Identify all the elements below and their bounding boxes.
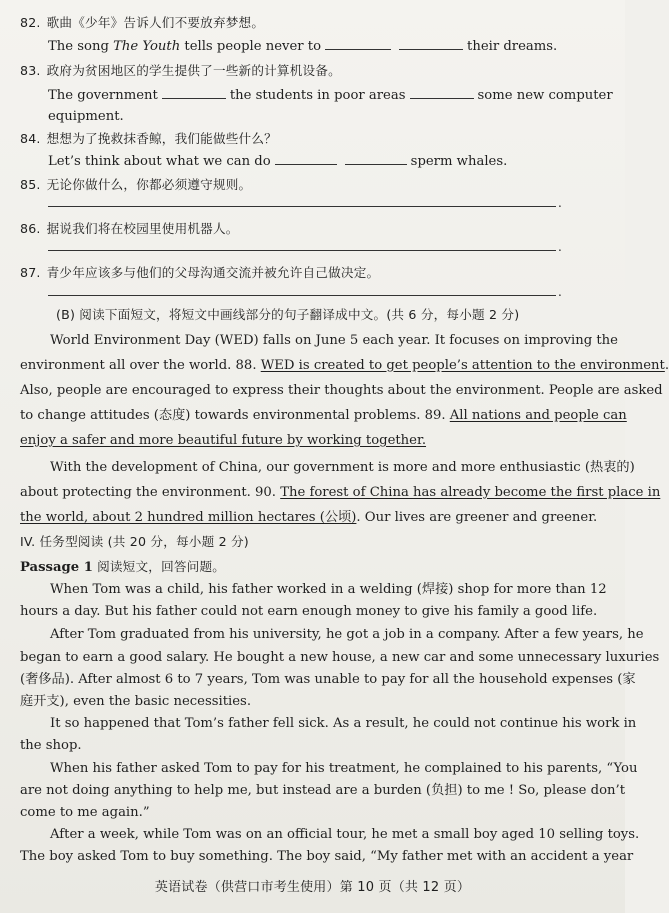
passage-line: After a week, while Tom was on an official tour, he met a small boy aged 10 selling toys. <box>50 827 640 842</box>
q84-chinese-line <box>20 130 277 148</box>
q85-chinese-line <box>20 176 251 194</box>
passage-line: After Tom graduated from his university, he got a job in a company. After a few years, he <box>50 627 644 642</box>
q82-en-title: The Youth <box>113 39 181 54</box>
q90-underlined-sentence-part1: The forest of China has already become the first place in <box>280 485 661 500</box>
b-p2-line3-b: . Our lives are greener and greener. <box>356 510 598 525</box>
q86-chinese: 据说我们将在校园里使用机器人。 <box>46 221 239 236</box>
passage1-instruction: 阅读短文，回答问题。 <box>92 559 226 574</box>
passage-line: When Tom was a child, his father worked in a welding (焊接) shop for more than 12 <box>50 582 607 597</box>
b-p2-line2 <box>20 484 660 502</box>
q85-number: 85. <box>20 177 41 192</box>
q82-number: 82. <box>20 15 41 30</box>
q88-underlined-sentence: WED is created to get people’s attention to the environment <box>260 358 665 373</box>
q85-period: . <box>558 196 562 210</box>
q86-answer-line[interactable] <box>48 250 556 251</box>
passage-line: 庭开支), even the basic necessities. <box>20 694 252 709</box>
b-p1-line2-c: . <box>664 358 669 373</box>
q83-en-part2: the students in poor areas <box>229 88 406 103</box>
q83-english-line-2 <box>48 108 124 126</box>
q90-underlined-sentence-part2: the world, about 2 hundred million hectares (公顷) <box>20 510 357 525</box>
passage-line: When his father asked Tom to pay for his treatment, he complained to his parents, “You <box>50 761 638 776</box>
b-p1-line2 <box>20 357 669 375</box>
q87-number: 87. <box>20 265 41 280</box>
q86-chinese-line <box>20 220 239 238</box>
q85-answer-line[interactable] <box>48 206 556 207</box>
q84-english-line <box>48 152 507 171</box>
q82-chinese-line <box>20 14 264 32</box>
q84-number: 84. <box>20 131 41 146</box>
passage-line: hours a day. But his father could not earn enough money to give his family a good life. <box>20 604 598 619</box>
passage-line: come to me again.” <box>20 805 150 820</box>
passage-line: (奢侈品). After almost 6 to 7 years, Tom was unable to pay for all the household expenses (家 <box>20 672 636 687</box>
q84-blank-2[interactable] <box>345 152 407 165</box>
section-b-heading: (B) 阅读下面短文，将短文中画线部分的句子翻译成中文。(共 6 分，每小题 2 分) <box>56 307 520 322</box>
q83-chinese-line <box>20 62 341 80</box>
b-p2-line1: With the development of China, our government is more and more enthusiastic (热衷的) <box>50 460 635 475</box>
q84-en-part2: sperm whales. <box>410 154 508 169</box>
passage1-header <box>20 558 225 577</box>
passage-line: It so happened that Tom’s father fell sick. As a result, he could not continue his work in <box>50 716 637 731</box>
q82-english-line <box>48 37 557 56</box>
passage-line: The boy asked Tom to buy something. The boy said, “My father met with an accident a year <box>20 849 634 864</box>
q82-blank-2[interactable] <box>399 37 463 50</box>
b-p2-line3 <box>20 509 597 527</box>
q83-blank-1[interactable] <box>162 86 226 99</box>
q82-en-part2: tells people never to <box>180 39 322 54</box>
q82-blank-1[interactable] <box>325 37 391 50</box>
q82-en-part3: their dreams. <box>467 39 558 54</box>
q89-underlined-sentence-part1: All nations and people can <box>449 408 627 423</box>
section-iv-heading: IV. 任务型阅读 (共 20 分，每小题 2 分) <box>20 534 249 549</box>
q85-chinese: 无论你做什么，你都必须遵守规则。 <box>46 177 252 192</box>
q89-underlined-sentence-part2: enjoy a safer and more beautiful future by working together. <box>20 433 427 448</box>
passage-line: are not doing anything to help me, but instead are a burden (负担) to me ! So, please don’t <box>20 783 626 798</box>
q82-en-part1: The song <box>48 39 114 54</box>
q83-en-part1: The government <box>48 88 158 103</box>
q87-chinese: 青少年应该多与他们的父母沟通交流并被允许自己做决定。 <box>46 265 380 280</box>
q83-en-part4: equipment. <box>48 109 124 124</box>
q86-number: 86. <box>20 221 41 236</box>
b-p1-line1: World Environment Day (WED) falls on June 5 each year. It focuses on improving the <box>50 333 618 348</box>
q83-english-line <box>48 86 613 105</box>
b-p1-line4-a: to change attitudes (态度) towards environmental problems. 89. <box>20 408 450 423</box>
q82-chinese: 歌曲《少年》告诉人们不要放弃梦想。 <box>46 15 265 30</box>
passage1-label: Passage 1 <box>20 560 93 575</box>
b-p2-line2-a: about protecting the environment. 90. <box>20 485 281 500</box>
b-p1-line4 <box>20 407 627 425</box>
q83-number: 83. <box>20 63 41 78</box>
q83-chinese: 政府为贫困地区的学生提供了一些新的计算机设备。 <box>46 63 341 78</box>
b-p1-line2-a: environment all over the world. 88. <box>20 358 261 373</box>
q84-blank-1[interactable] <box>275 152 337 165</box>
q87-answer-line[interactable] <box>48 295 556 296</box>
q87-period: . <box>558 285 562 299</box>
q84-chinese: 想想为了挽救抹香鲸，我们能做些什么？ <box>46 131 277 146</box>
b-p1-line3: Also, people are encouraged to express their thoughts about the environment. People are asked <box>20 383 663 398</box>
passage-line: began to earn a good salary. He bought a new house, a new car and some unnecessary luxuries <box>20 650 660 665</box>
q84-en-part1: Let’s think about what we can do <box>48 154 271 169</box>
q83-blank-2[interactable] <box>410 86 474 99</box>
q83-en-part3: some new computer <box>477 88 613 103</box>
q87-chinese-line <box>20 264 379 282</box>
passage-line: the shop. <box>20 738 82 753</box>
q86-period: . <box>558 240 562 254</box>
page-footer: 英语试卷（供营口市考生使用）第 10 页（共 12 页） <box>154 880 471 895</box>
